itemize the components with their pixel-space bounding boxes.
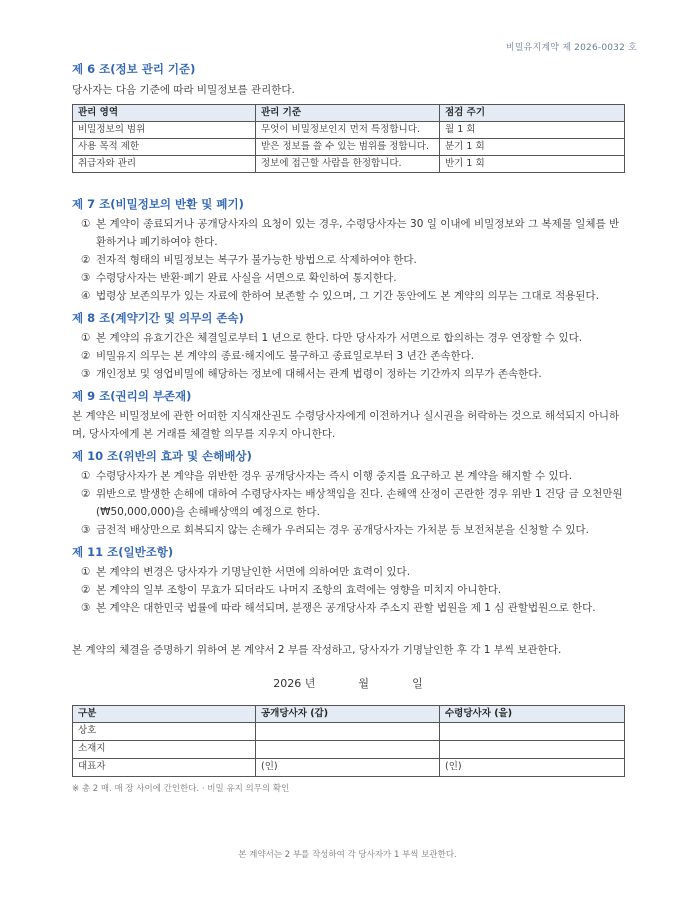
article-10-title: 제 10 조(위반의 효과 및 손해배상): [72, 449, 252, 463]
clause-item: ③ 본 계약은 대한민국 법률에 따라 해석되며, 분쟁은 공개당사자 주소지 관할 법원을 제 1 심 관할법원으로 한다.: [81, 602, 596, 614]
closing-statement: 본 계약의 체결을 증명하기 위하여 본 계약서 2 부를 작성하고, 당사자가 기명날인한 후 각 1 부씩 보관한다.: [72, 644, 562, 656]
footnote: ※ 총 2 매. 매 장 사이에 간인한다. · 비밀 유지 의무의 확인: [72, 784, 290, 794]
table-cell: 대표자: [73, 759, 256, 777]
table-cell: (인): [440, 759, 625, 777]
article-8-clauses: [72, 329, 624, 383]
document-reference-number: 비밀유지계약 제 2026-0032 호: [505, 43, 637, 53]
table-row: [73, 122, 625, 139]
article-9: [72, 387, 624, 443]
article-11-title: 제 11 조(일반조항): [72, 545, 174, 559]
table-row: [73, 156, 625, 173]
article-7: [72, 195, 624, 305]
date-year: 2026 년: [273, 677, 316, 690]
clause-item: ③ 금전적 배상만으로 회복되지 않는 손해가 우려되는 경우 공개당사자는 가처분 등 보전처분을 신청할 수 있다.: [81, 524, 590, 536]
table-cell: [440, 723, 625, 741]
article-10: [72, 447, 624, 539]
table-cell: 비밀정보의 범위: [73, 122, 256, 139]
table-row: [73, 139, 625, 156]
table-cell: 무엇이 비밀정보인지 먼저 특정합니다.: [256, 122, 440, 139]
date-month: 월: [358, 677, 370, 690]
clause-item: ① 본 계약이 종료되거나 공개당사자의 요청이 있는 경우, 수령당사자는 30 일 이내에 비밀정보와 그 복제물 일체를 반환하거나 폐기하여야 한다.: [81, 218, 620, 248]
clause-item: ② 전자적 형태의 비밀정보는 복구가 불가능한 방법으로 삭제하여야 한다.: [81, 254, 417, 266]
clause-item: ② 본 계약의 일부 조항이 무효가 되더라도 나머지 조항의 효력에는 영향을 미치지 아니한다.: [81, 584, 502, 596]
article-7-title: 제 7 조(비밀정보의 반환 및 폐기): [72, 197, 244, 211]
clause-item: ① 본 계약의 유효기간은 체결일로부터 1 년으로 한다. 다만 당사자가 서면으로 합의하는 경우 연장할 수 있다.: [81, 332, 583, 344]
table-row: [73, 741, 625, 759]
article-7-clauses: [72, 215, 624, 305]
clause-item: ② 비밀유지 의무는 본 계약의 종료·해지에도 불구하고 종료일로부터 3 년간 존속한다.: [81, 350, 475, 362]
clause-item: ④ 법령상 보존의무가 있는 자료에 한하여 보존할 수 있으며, 그 기간 동안에도 본 계약의 의무는 그대로 적용된다.: [81, 290, 600, 302]
column-header-disclosing-party: 공개당사자 (갑): [256, 706, 440, 723]
article-10-clauses: [72, 467, 624, 539]
table-cell: 받은 정보를 쓸 수 있는 범위를 정합니다.: [256, 139, 440, 156]
table-header-row: [73, 706, 625, 723]
clause-item: ③ 개인정보 및 영업비밀에 해당하는 정보에 대해서는 관계 법령이 정하는 기간까지 의무가 존속한다.: [81, 368, 542, 380]
article-8-title: 제 8 조(계약기간 및 의무의 존속): [72, 311, 244, 325]
management-criteria-table: [72, 104, 625, 173]
article-8: [72, 309, 624, 383]
document-body: [72, 60, 624, 796]
table-cell: 분기 1 회: [440, 139, 625, 156]
table-cell: 사용 목적 제한: [73, 139, 256, 156]
clause-item: ① 수령당사자가 본 계약을 위반한 경우 공개당사자는 즉시 이행 중지를 요구하고 본 계약을 해지할 수 있다.: [81, 470, 573, 482]
clause-item: ② 위반으로 발생한 손해에 대하여 수령당사자는 배상책임을 진다. 손해액 산정이 곤란한 경우 위반 1 건당 금 오천만원(₩50,000,000)을 손해배상액의 예정으로 한다.: [81, 488, 623, 518]
article-9-title: 제 9 조(권리의 부존재): [72, 389, 192, 403]
article-11-clauses: [72, 563, 624, 617]
article-6-intro: 당사자는 다음 기준에 따라 비밀정보를 관리한다.: [72, 84, 295, 96]
clause-item: ③ 수령당사자는 반환·폐기 완료 사실을 서면으로 확인하여 통지한다.: [81, 272, 397, 284]
table-cell: 상호: [73, 723, 256, 741]
article-11: [72, 543, 624, 617]
table-cell: 취급자와 관리: [73, 156, 256, 173]
date-day: 일: [412, 677, 423, 690]
clause-item: ① 본 계약의 변경은 당사자가 기명날인한 서면에 의하여만 효력이 있다.: [81, 566, 411, 578]
table-cell: 월 1 회: [440, 122, 625, 139]
table-cell: [256, 741, 440, 759]
table-row: [73, 723, 625, 741]
table-cell: 반기 1 회: [440, 156, 625, 173]
article-9-text: 본 계약은 비밀정보에 관한 어떠한 지식재산권도 수령당사자에게 이전하거나 실시권을 허락하는 것으로 해석되지 아니하며, 당사자에게 본 거래를 체결할 의무를 지우지 아니한다.: [72, 410, 620, 440]
table-cell: [256, 723, 440, 741]
table-row: [73, 759, 625, 777]
column-header-category: 구분: [73, 706, 256, 723]
table-cell: 소재지: [73, 741, 256, 759]
column-header-cycle: 점검 주기: [440, 105, 625, 122]
column-header-criteria: 관리 기준: [256, 105, 440, 122]
article-6-title: 제 6 조(정보 관리 기준): [72, 62, 196, 76]
table-cell: [440, 741, 625, 759]
page-footer: 본 계약서는 2 부를 작성하여 각 당사자가 1 부씩 보관한다.: [238, 850, 457, 860]
signature-table: [72, 705, 625, 777]
table-cell: (인): [256, 759, 440, 777]
table-cell: 정보에 접근할 사람을 한정합니다.: [256, 156, 440, 173]
column-header-receiving-party: 수령당사자 (을): [440, 706, 625, 723]
signing-date: [72, 675, 624, 693]
column-header-area: 관리 영역: [73, 105, 256, 122]
table-header-row: [73, 105, 625, 122]
article-6: [72, 60, 624, 173]
